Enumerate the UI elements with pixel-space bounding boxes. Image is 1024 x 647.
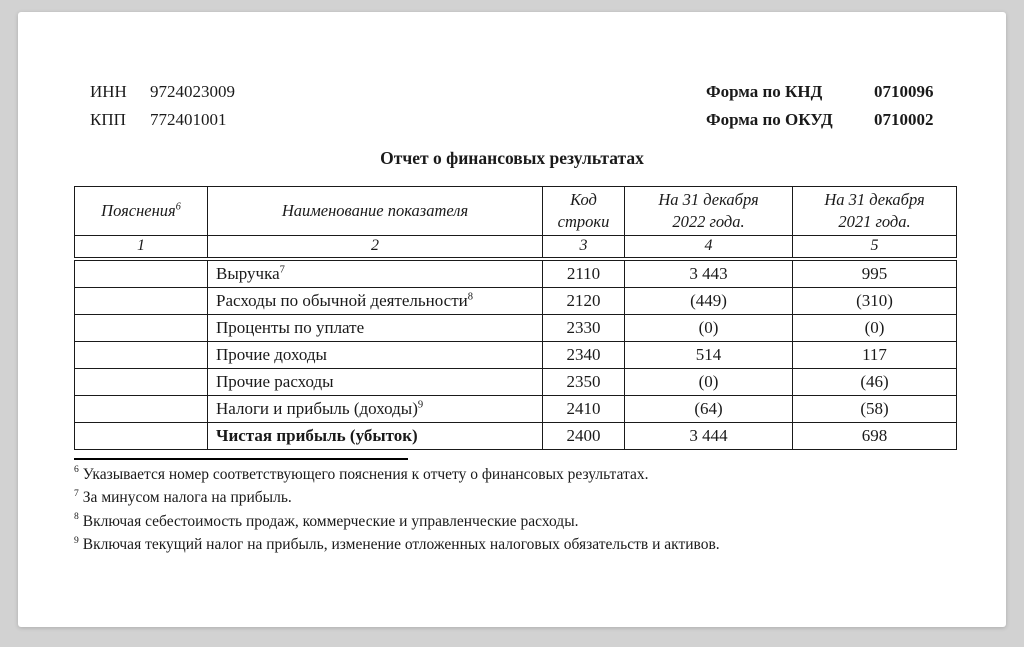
footnote: [74, 463, 966, 487]
kpp-value: 772401001: [150, 110, 227, 129]
label-text: На 31 декабря: [658, 190, 759, 209]
cell-value-2022: (0): [625, 314, 793, 341]
footnote: [74, 510, 966, 534]
column-headers-row: [75, 187, 957, 236]
cell-line-code: 2350: [543, 368, 625, 395]
footnote-text: За минусом налога на прибыль.: [82, 489, 292, 507]
label-text: Прочие доходы: [216, 344, 327, 364]
cell-value-2022: 3 443: [625, 260, 793, 287]
cell-explanation: [75, 341, 208, 368]
footnote-text: Включая себестоимость продаж, коммерческие и управленческие расходы.: [82, 512, 579, 530]
table-row: [75, 422, 957, 449]
column-header-1: [75, 187, 208, 236]
cell-explanation: [75, 395, 208, 422]
footnotes: [74, 463, 966, 557]
cell-value-2022: (449): [625, 287, 793, 314]
cell-value-2021: 995: [793, 260, 957, 287]
table-row: [75, 395, 957, 422]
footnote-number: 7: [74, 487, 79, 499]
column-header-5: [793, 187, 957, 236]
label-text: Расходы по обычной деятельности: [216, 290, 468, 310]
cell-line-code: 2340: [543, 341, 625, 368]
label-text: На 31 декабря: [824, 190, 925, 209]
cell-value-2022: (0): [625, 368, 793, 395]
label-text: Пояснения: [101, 200, 176, 220]
column-number-3: 3: [543, 235, 625, 257]
cell-indicator-name: [208, 287, 543, 314]
cell-value-2021: (0): [793, 314, 957, 341]
cell-value-2021: (58): [793, 395, 957, 422]
cell-indicator-name: [208, 395, 543, 422]
cell-indicator-name: [208, 341, 543, 368]
footnote-ref: 6: [175, 201, 181, 213]
cell-indicator-name: [208, 260, 543, 287]
cell-explanation: [75, 368, 208, 395]
table-row: [75, 314, 957, 341]
report-table-header: [74, 186, 957, 258]
footnote-number: 8: [74, 511, 79, 523]
taxpayer-ids: [90, 78, 235, 134]
report-table-body: [74, 260, 957, 450]
label-text: Прочие расходы: [216, 371, 334, 391]
form-okud-label: Форма по ОКУД: [706, 110, 833, 129]
footnote: [74, 533, 966, 557]
kpp-label: КПП: [90, 110, 126, 129]
cell-line-code: 2410: [543, 395, 625, 422]
label-text: Наименование показателя: [281, 200, 469, 220]
label-text: 2022 года.: [672, 211, 745, 231]
cell-value-2021: 117: [793, 341, 957, 368]
form-knd-label: Форма по КНД: [706, 82, 823, 101]
cell-line-code: 2330: [543, 314, 625, 341]
label-text: Налоги и прибыль (доходы): [216, 398, 418, 418]
kpp-row: [90, 106, 235, 134]
page-title: Отчет о финансовых результатах: [380, 148, 644, 168]
footnote-number: 6: [74, 464, 79, 476]
form-knd-row: [706, 78, 950, 106]
cell-value-2022: (64): [625, 395, 793, 422]
column-number-2: 2: [208, 235, 543, 257]
cell-value-2022: 3 444: [625, 422, 793, 449]
inn-label: ИНН: [90, 82, 127, 101]
form-okud-row: [706, 106, 950, 134]
table-row: [75, 260, 957, 287]
form-codes: [706, 78, 950, 134]
cell-line-code: 2400: [543, 422, 625, 449]
table-row: [75, 368, 957, 395]
label-text: Чистая прибыль (убыток): [216, 425, 418, 445]
cell-explanation: [75, 260, 208, 287]
label-text: Проценты по уплате: [216, 317, 365, 337]
cell-indicator-name: [208, 314, 543, 341]
cell-indicator-name: [208, 368, 543, 395]
table-row: [75, 287, 957, 314]
footnote-text: Включая текущий налог на прибыль, изменение отложенных налоговых обязательств и активов.: [82, 536, 720, 554]
footnote: [74, 486, 966, 510]
column-number-5: 5: [793, 235, 957, 257]
cell-value-2021: (310): [793, 287, 957, 314]
column-number-4: 4: [625, 235, 793, 257]
cell-value-2022: 514: [625, 341, 793, 368]
footnote-number: 9: [74, 534, 79, 546]
column-header-2: [208, 187, 543, 236]
form-knd-value: 0710096: [874, 82, 934, 101]
column-header-4: [625, 187, 793, 236]
column-number-1: 1: [75, 235, 208, 257]
cell-line-code: 2120: [543, 287, 625, 314]
document-page: [18, 12, 1006, 627]
cell-explanation: [75, 314, 208, 341]
form-okud-value: 0710002: [874, 110, 934, 129]
cell-explanation: [75, 287, 208, 314]
cell-value-2021: 698: [793, 422, 957, 449]
column-header-3: [543, 187, 625, 236]
footnote-text: Указывается номер соответствующего пояснения к отчету о финансовых результатах.: [82, 465, 649, 483]
cell-value-2021: (46): [793, 368, 957, 395]
footnote-ref: 8: [467, 290, 474, 302]
cell-indicator-name: [208, 422, 543, 449]
label-text: 2021 года.: [838, 211, 911, 231]
footnote-divider: [74, 458, 408, 460]
footnote-ref: 9: [417, 398, 424, 410]
label-text: Код: [570, 190, 597, 209]
cell-explanation: [75, 422, 208, 449]
column-numbers-row: [75, 235, 957, 257]
inn-value: 9724023009: [150, 82, 235, 101]
label-text: Выручка: [216, 263, 280, 283]
cell-line-code: 2110: [543, 260, 625, 287]
document-header: [90, 78, 950, 134]
inn-row: [90, 78, 235, 106]
footnote-ref: 7: [279, 263, 285, 275]
table-row: [75, 341, 957, 368]
label-text: строки: [557, 211, 610, 231]
